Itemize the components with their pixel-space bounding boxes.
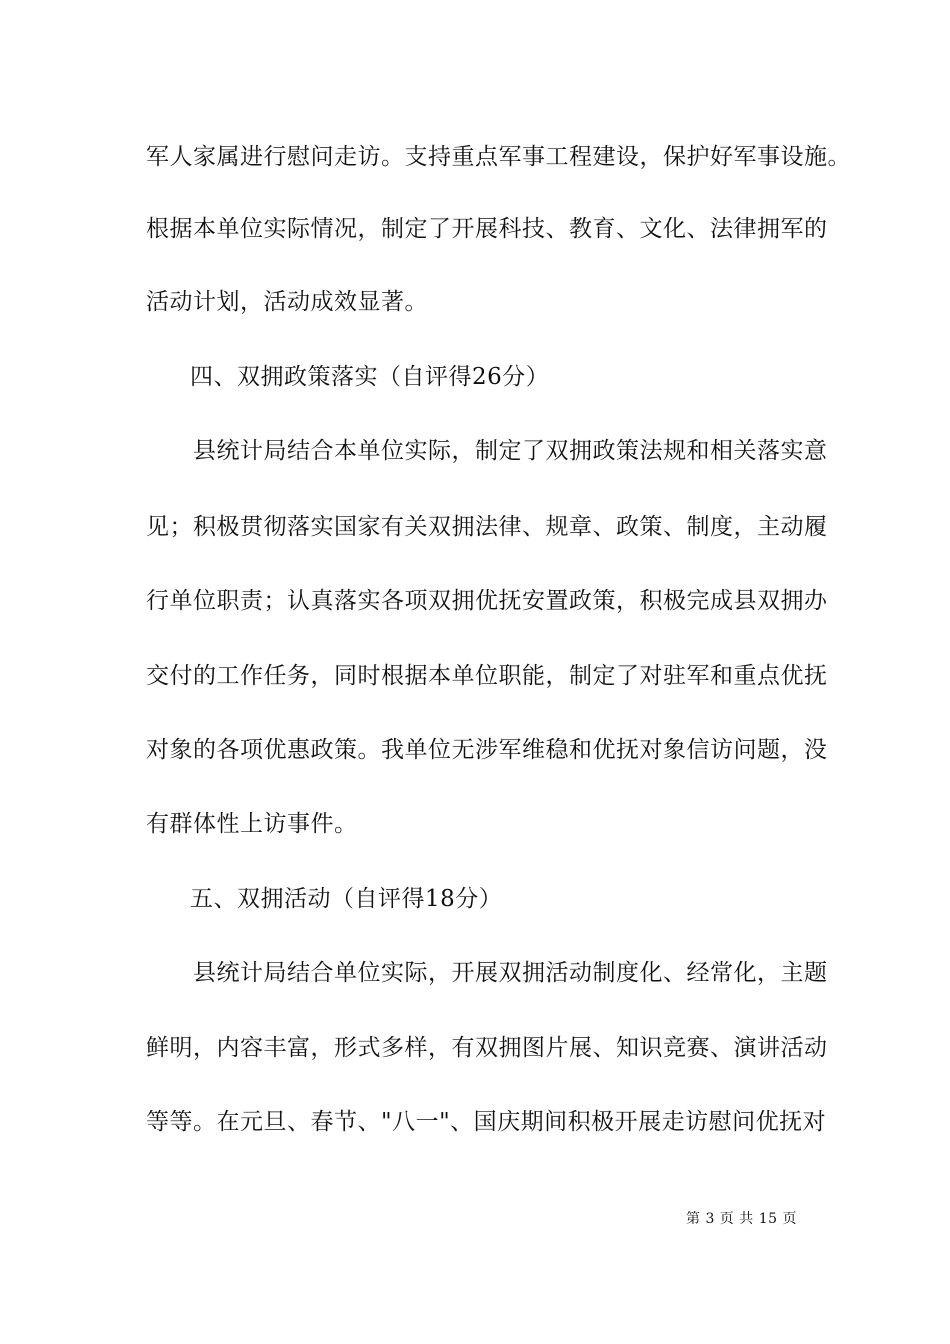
section-heading-activities: 五、双拥活动（自评得18分） (190, 886, 503, 912)
body-text-line: 县统计局结合单位实际，开展双拥活动制度化、经常化，主题 (193, 960, 828, 986)
body-text-line: 对象的各项优惠政策。我单位无涉军维稳和优抚对象信访问题，没 (146, 737, 828, 763)
body-text-line: 等等。在元旦、春节、"八一"、国庆期间积极开展走访慰问优抚对 (146, 1109, 827, 1135)
body-text-line: 活动计划，活动成效显著。 (146, 289, 428, 315)
body-text-line: 鲜明，内容丰富，形式多样，有双拥图片展、知识竞赛、演讲活动 (146, 1035, 828, 1061)
body-text-line: 见；积极贯彻落实国家有关双拥法律、规章、政策、制度，主动履 (146, 514, 828, 540)
body-text-line: 有群体性上访事件。 (146, 811, 358, 837)
body-text-line: 县统计局结合本单位实际，制定了双拥政策法规和相关落实意 (193, 438, 828, 464)
body-text-line: 军人家属进行慰问走访。支持重点军事工程建设，保护好军事设施。 (146, 144, 851, 170)
page-footer (0, 1208, 810, 1228)
body-text-line: 交付的工作任务，同时根据本单位职能，制定了对驻军和重点优抚 (146, 663, 828, 689)
body-text-line: 根据本单位实际情况，制定了开展科技、教育、文化、法律拥军的 (146, 216, 828, 242)
page-number: 第 3 页 共 15 页 (686, 1211, 797, 1227)
section-heading-policy: 四、双拥政策落实（自评得26分） (190, 364, 550, 390)
body-text-line: 行单位职责；认真落实各项双拥优抚安置政策，积极完成县双拥办 (146, 588, 828, 614)
